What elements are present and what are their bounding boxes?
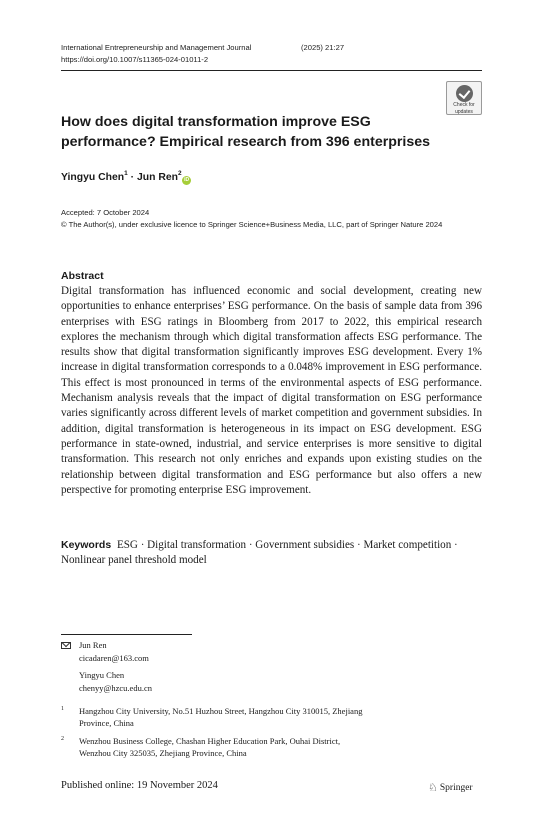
keywords-list: ESG · Digital transformation · Government subsidies · Market competition · Nonlinear panel threshold model (61, 539, 458, 567)
badge-line-2: updates (455, 108, 473, 115)
journal-header (61, 43, 345, 52)
published-date: Published online: 19 November 2024 (61, 780, 218, 791)
affiliation-line: Province, China (79, 718, 134, 729)
footnote-divider (61, 634, 192, 635)
author-name[interactable]: Jun Ren (136, 172, 178, 183)
affiliation-item (61, 705, 461, 730)
journal-issue: (2025) 21:27 (301, 43, 345, 52)
check-for-updates-badge[interactable] (446, 81, 482, 115)
author-affiliation-marker: 2 (177, 170, 182, 177)
orcid-icon[interactable]: iD (184, 177, 190, 183)
check-updates-icon (456, 85, 473, 102)
abstract-text: Digital transformation has influenced economic and social development, creating new opportunities to enhance enterprises’ ESG performance. On the basis of sample data from 396 enterprises with ESG ratings in Bloomberg from 2017 to 2022, this empirical research explores the mechanism through which digital transformation affects ESG performance. The results show that digital transformation significantly improves ESG development. Every 1% increase in digital transformation corresponds to a 0.048% improvement in ESG performance. This effect is most pronounced in terms of the environmental aspects of ESG performance. Mechanism analysis reveals that the impact of digital transformation on ESG performance varies significantly across different levels of market competition and government subsidies. In addition, digital transformation is heterogeneous in its impact on ESG development. ESG performance in state-owned, industrial, and service enterprises is more sensitive to digital transformation. This research not only enriches and expands upon existing studies on the relationship between digital transformation and ESG performance but also offers a new perspective for promoting enterprise ESG improvement. (61, 285, 482, 496)
affiliation-line: Wenzhou Business College, Chashan Higher Education Park, Ouhai District, (79, 736, 341, 746)
corresponding-author-name: Jun Ren (79, 640, 107, 650)
envelope-icon (61, 642, 71, 649)
keywords (61, 538, 482, 569)
correspondence-block (61, 639, 152, 694)
author-separator: · (127, 172, 137, 183)
affiliation-line: Wenzhou City 325035, Zhejiang Province, China (79, 748, 247, 759)
publisher-logo (428, 781, 473, 794)
affiliation-line: Hangzhou City University, No.51 Huzhou Street, Hangzhou City 310015, Zhejiang (79, 706, 363, 716)
header-divider (61, 70, 482, 71)
author-list (61, 170, 191, 185)
keywords-label: Keywords (61, 539, 112, 551)
springer-horse-icon: ♘ (428, 782, 438, 794)
journal-name: International Entrepreneurship and Management Journal (61, 43, 252, 52)
abstract-heading: Abstract (61, 270, 104, 282)
affiliation-number: 1 (61, 706, 64, 712)
corresponding-author-email[interactable]: cicadaren@163.com (79, 652, 149, 663)
accepted-date: Accepted: 7 October 2024 (61, 208, 150, 217)
badge-line-1: Check for (453, 102, 475, 108)
author-name[interactable]: Yingyu Chen (61, 172, 125, 183)
doi-link[interactable]: https://doi.org/10.1007/s11365-024-01011-2 (61, 55, 209, 64)
publisher-name: Springer (439, 783, 473, 793)
coauthor-name: Yingyu Chen (79, 670, 125, 680)
author-affiliation-marker: 1 (124, 170, 128, 177)
affiliation-item (61, 735, 461, 760)
affiliation-number: 2 (61, 736, 64, 742)
coauthor-email[interactable]: chenyy@hzcu.edu.cn (79, 682, 152, 693)
copyright-notice: © The Author(s), under exclusive licence to Springer Science+Business Media, LLC, part of Springer Nature 2024 (61, 220, 443, 229)
article-title: How does digital transformation improve ESG performance? Empirical research from 396 enterprises (61, 114, 431, 150)
